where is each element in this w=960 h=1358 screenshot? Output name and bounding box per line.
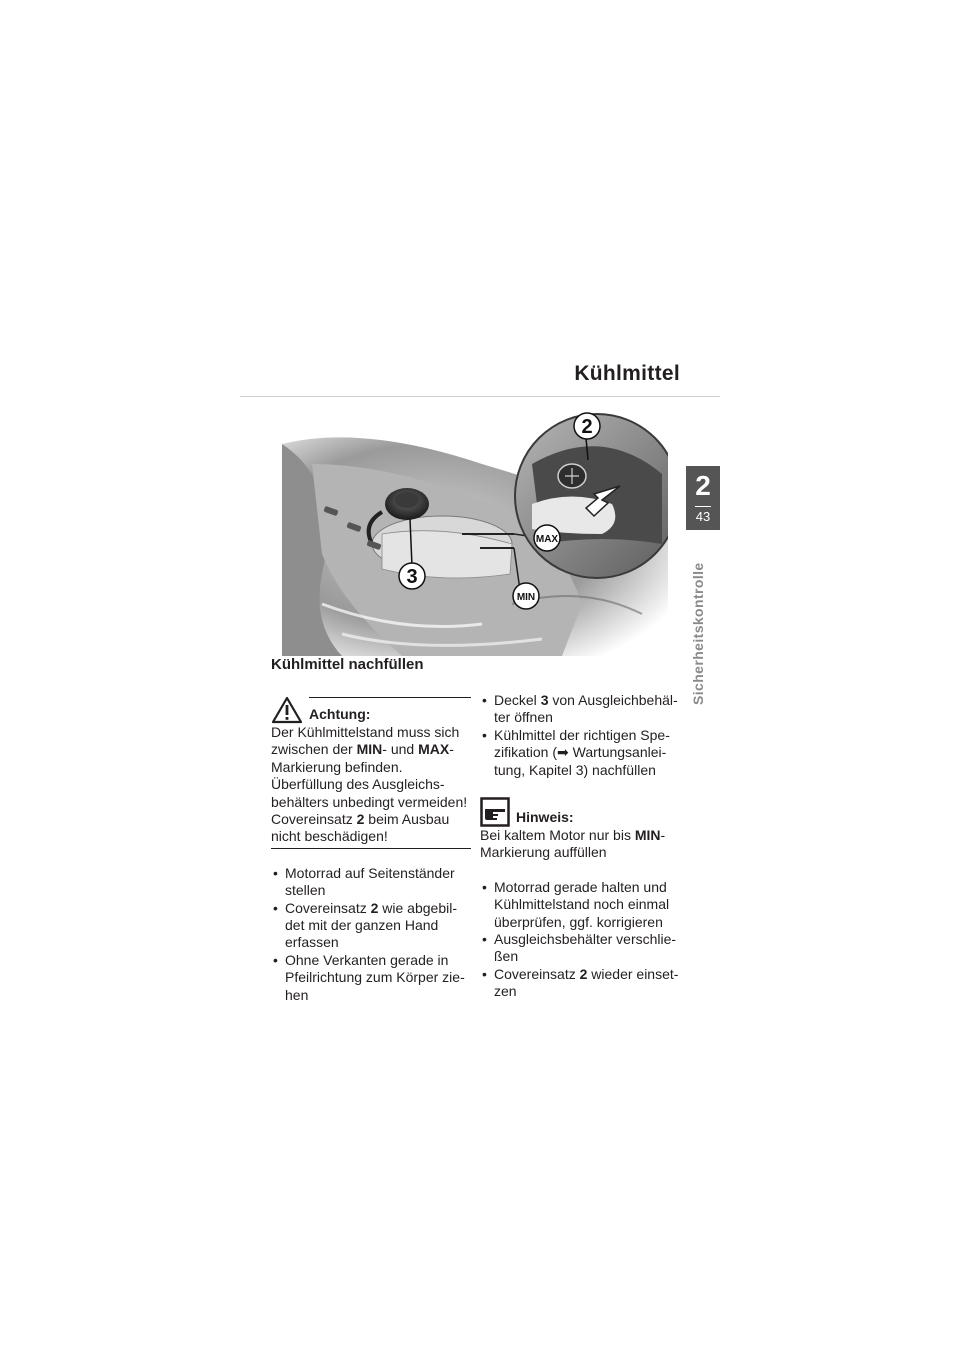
warning-rule (309, 697, 471, 698)
chapter-number: 2 (695, 470, 711, 501)
header-rule (240, 396, 720, 397)
chapter-divider (695, 506, 711, 507)
note-hand-icon (480, 797, 510, 827)
warning-label: Achtung: (309, 705, 371, 722)
callout-3: 3 (406, 566, 418, 588)
list-item: • Covereinsatz 2 wieder einset-zen (480, 966, 690, 1001)
warning-bottom-rule (271, 848, 471, 849)
chapter-tab (686, 466, 720, 530)
label-min: MIN (516, 592, 536, 603)
callout-2: 2 (581, 416, 593, 438)
list-item: • Kühlmittel der richtigen Spe-zifikation (➡ Wartungsanlei-tung, Kapitel 3) nachfüllen (480, 727, 690, 779)
list-item: • Covereinsatz 2 wie abgebil-det mit der ganzen Hand erfassen (271, 900, 471, 952)
list-item: • Motorrad auf Seitenständer stellen (271, 865, 471, 900)
page-number: 43 (695, 509, 711, 524)
list-item: • Motorrad gerade halten und Kühlmittelstand noch einmal überprüfen, ggf. korrigieren (480, 879, 690, 931)
left-column (271, 694, 471, 1004)
warning-text-2: Überfüllung des Ausgleichs-behälters unbedingt vermeiden! (271, 776, 468, 810)
note-text: Bei kaltem Motor nur bis MIN-Markierung auffüllen (480, 827, 666, 861)
right-column (480, 692, 690, 1001)
list-item: • Ohne Verkanten gerade in Pfeilrichtung zum Körper zie-hen (271, 952, 471, 1004)
steps-left-list (271, 865, 471, 1004)
warning-header (271, 694, 471, 724)
list-item: • Deckel 3 von Ausgleichbehäl-ter öffnen (480, 692, 690, 727)
page-title: Kühlmittel (574, 362, 680, 385)
warning-text-3: Covereinsatz 2 beim Ausbau nicht beschädigen! (271, 811, 450, 845)
warning-text-1: Der Kühlmittelstand muss sich zwischen der MIN- und MAX-Markierung befinden. (271, 724, 460, 775)
steps-right-list (480, 692, 690, 779)
note-label: Hinweis: (516, 808, 574, 825)
steps-final-list (480, 879, 690, 1001)
note-header (480, 793, 690, 827)
warning-icon (271, 696, 303, 724)
chapter-side-label: Sicherheitskontrolle (690, 562, 706, 705)
label-max: MAX (535, 534, 559, 545)
list-item: • Ausgleichsbehälter verschlie-ßen (480, 931, 690, 966)
coolant-photo (282, 404, 668, 656)
arrow-right-icon: ➡ (557, 744, 569, 761)
section-heading: Kühlmittel nachfüllen (271, 656, 424, 673)
